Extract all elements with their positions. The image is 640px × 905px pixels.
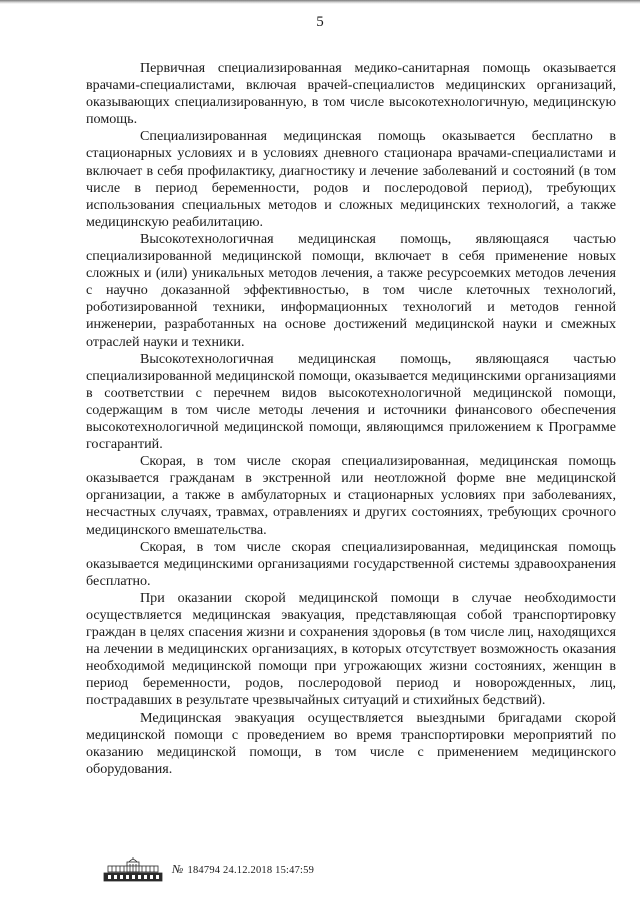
paragraph-primary-care: Первичная специализированная медико-санитарная помощь оказывается врачами-специалистами, включая врачей-специалистов медицинских организаций, оказывающих специализированную, в том числе высокотехнологичную, медицинскую помощь. xyxy=(86,60,616,128)
document-body xyxy=(86,60,616,778)
number-sign: № xyxy=(172,861,184,876)
scan-top-edge xyxy=(0,0,640,4)
paragraph-high-tech-care-definition: Высокотехнологичная медицинская помощь, являющаяся частью специализированной медицинской помощи, включает в себя применение новых сложных и (или) уникальных методов лечения, а также ресурсоемких методов лечения с научно доказанной эффективностью, в том числе клеточных технологий, роботизированной техники, информационных технологий и методов генной инженерии, разработанных на основе достижений медицинской науки и смежных отраслей науки и техники. xyxy=(86,230,616,350)
seal-caption xyxy=(102,874,164,882)
paragraph-specialized-care: Специализированная медицинская помощь оказывается бесплатно в стационарных условиях и в условиях дневного стационара врачами-специалистами и включает в себя профилактику, диагностику и лечение заболеваний и состояний (в том числе в период беременности, родов и послеродовой период), требующих использования специальных методов и сложных медицинских технологий, а также медицинскую реабилитацию. xyxy=(86,128,616,230)
paragraph-emergency-care: Скорая, в том числе скорая специализированная, медицинская помощь оказывается гражданам в экстренной или неотложной форме вне медицинской организации, а также в амбулаторных и стационарных условиях при заболеваниях, несчастных случаях, травмах, отравлениях и других состояниях, требующих срочного медицинского вмешательства. xyxy=(86,453,616,538)
registration-stamp xyxy=(172,862,314,877)
government-seal-icon xyxy=(102,856,164,882)
paragraph-high-tech-care-provision: Высокотехнологичная медицинская помощь, являющаяся частью специализированной медицинской помощи, оказывается медицинскими организациями в соответствии с перечнем видов высокотехнологичной медицинской помощи, содержащим в том числе методы лечения и источники финансового обеспечения высокотехнологичной медицинской помощи, являющимся приложением к Программе госгарантий. xyxy=(86,350,616,453)
paragraph-emergency-care-free: Скорая, в том числе скорая специализированная, медицинская помощь оказывается медицинскими организациями государственной системы здравоохранения бесплатно. xyxy=(86,538,616,589)
paragraph-medical-evacuation: При оказании скорой медицинской помощи в случае необходимости осуществляется медицинская эвакуация, представляющая собой транспортировку граждан в целях спасения жизни и сохранения здоровья (в том числе лиц, находящихся на лечении в медицинских организациях, в которых отсутствует возможность оказания необходимой медицинской помощи при угрожающих жизни состояниях, женщин в период беременности, родов, послеродовой период и новорожденных, лиц, пострадавших в результате чрезвычайных ситуаций и стихийных бедствий). xyxy=(86,589,616,709)
page-number: 5 xyxy=(316,14,324,30)
paragraph-evacuation-teams: Медицинская эвакуация осуществляется выездными бригадами скорой медицинской помощи с проведением во время транспортировки мероприятий по оказанию медицинской помощи, в том числе с применением медицинского оборудования. xyxy=(86,709,616,777)
registration-footer xyxy=(102,854,314,884)
registration-number-datetime: 184794 24.12.2018 15:47:59 xyxy=(187,864,315,876)
